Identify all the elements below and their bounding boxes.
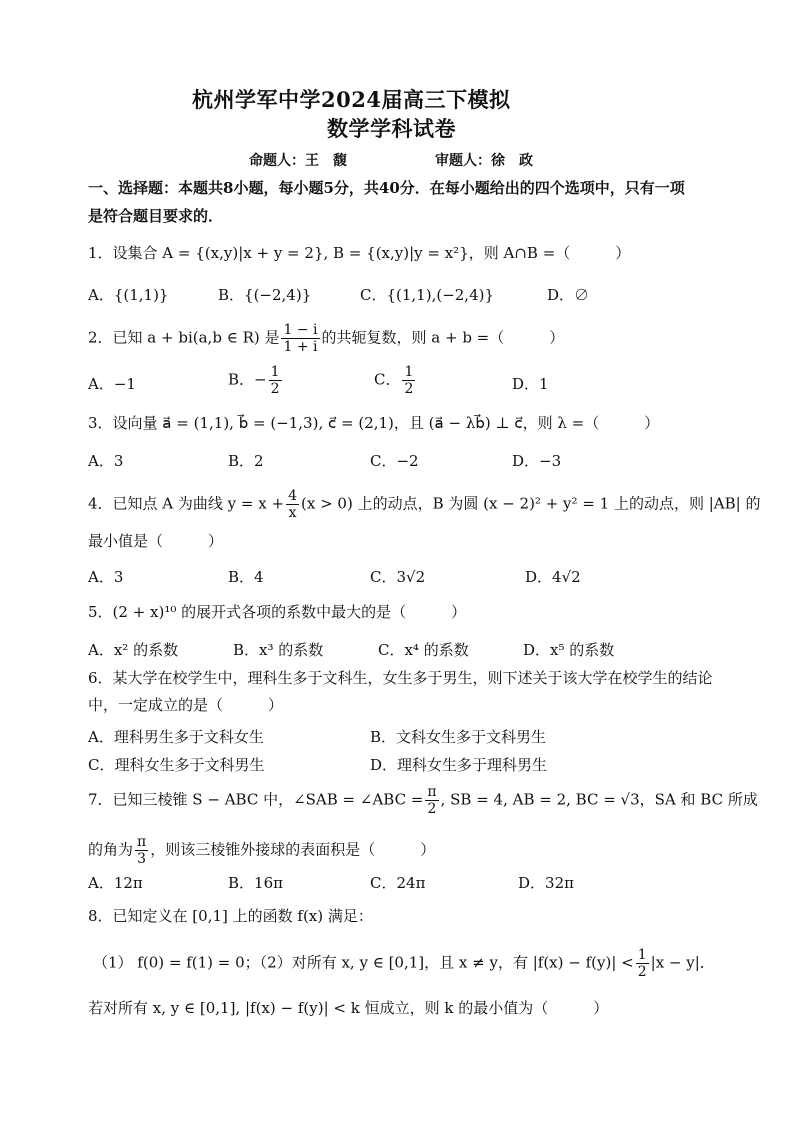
q7-stem-a: 7．已知三棱锥 S − ABC 中，∠SAB = ∠ABC = (88, 790, 424, 809)
q2-option-c-num: 1 (404, 364, 414, 380)
question-4 (88, 488, 760, 521)
q3-option-a: A．3 (88, 452, 124, 470)
q5-option-c: C．x⁴ 的系数 (378, 641, 469, 659)
question-8-conditions (93, 947, 715, 980)
q2-stem-a: 2．已知 a + bi(a,b ∈ R) 是 (88, 328, 280, 347)
q2-option-c (374, 364, 417, 397)
q1-option-c: C．{(1,1),(−2,4)} (360, 286, 495, 304)
q7-option-b: B．16π (228, 874, 283, 892)
section-heading: 一、选择题：本题共8小题，每小题5分，共40分．在每小题给出的四个选项中，只有一项 (88, 179, 685, 197)
q4-option-a: A．3 (88, 568, 124, 586)
q2-option-d: D．1 (512, 375, 549, 393)
q7-fraction-2 (135, 834, 148, 867)
q2-frac-den: 1 + i (283, 339, 318, 355)
q3-option-d: D．−3 (512, 452, 562, 470)
q7-stem-c-a: 的角为 (88, 840, 134, 859)
q1-option-b: B．{(−2,4)} (218, 286, 312, 304)
q2-frac-num: 1 − i (283, 322, 318, 338)
question-1: 1．设集合 A = {(x,y)|x + y = 2}, B = {(x,y)|y = x²}，则 A∩B =（ ） (88, 244, 631, 262)
q7-frac-num: π (427, 784, 437, 800)
question-3: 3．设向量 a⃗ = (1,1), b⃗ = (−1,3), c⃗ = (2,1)，且 (a⃗ − λb⃗) ⊥ c⃗，则 λ =（ ） (88, 414, 660, 432)
exam-title: 杭州学军中学2024届高三下模拟 (192, 87, 511, 112)
q6-option-a: A．理科男生多于文科女生 (88, 728, 264, 746)
q2-option-a: A．−1 (88, 375, 136, 393)
q2-option-b (228, 364, 284, 397)
q4-frac-num: 4 (288, 488, 297, 504)
q5-option-d: D．x⁵ 的系数 (523, 641, 615, 659)
q6-option-d: D．理科女生多于理科男生 (370, 756, 548, 774)
q5-option-a: A．x² 的系数 (88, 641, 179, 659)
q7-option-c: C．24π (370, 874, 426, 892)
question-6: 6．某大学在校学生中，理科生多于文科生，女生多于男生，则下述关于该大学在校学生的结论 (88, 669, 713, 687)
q4-option-d: D．4√2 (525, 568, 581, 586)
q2-option-b-frac (269, 364, 282, 397)
q4-frac-den: x (288, 505, 297, 521)
q8-cond-b: |x − y|． (650, 953, 715, 972)
q7-option-a: A．12π (88, 874, 143, 892)
q2-stem-b: 的共轭复数，则 a + b =（ ） (321, 328, 565, 347)
q7-frac2-den: 3 (137, 851, 147, 867)
q2-option-c-frac (402, 364, 415, 397)
q7-frac-den: 2 (427, 801, 437, 817)
q2-option-c-label: C． (374, 370, 401, 389)
exam-subtitle: 数学学科试卷 (327, 116, 456, 141)
q7-stem-b: , SB = 4, AB = 2, BC = √3，SA 和 BC 所成 (440, 790, 758, 809)
q4-option-c: C．3√2 (370, 568, 426, 586)
q8-frac-num: 1 (637, 947, 647, 963)
q7-fraction (425, 784, 438, 817)
q4-fraction (286, 488, 299, 521)
question-6-cont: 中，一定成立的是（ ） (88, 696, 284, 714)
q4-option-b: B．4 (228, 568, 264, 586)
question-7 (88, 784, 758, 817)
q2-option-c-den: 2 (404, 381, 414, 397)
q6-option-c: C．理科女生多于文科男生 (88, 756, 265, 774)
q3-option-b: B．2 (228, 452, 264, 470)
q7-stem-c-b: ，则该三棱锥外接球的表面积是（ ） (150, 840, 436, 859)
question-8-last: 若对所有 x, y ∈ [0,1], |f(x) − f(y)| < k 恒成立，则 k 的最小值为（ ） (88, 999, 609, 1017)
q8-cond-a: （1） f(0) = f(1) = 0；（2）对所有 x, y ∈ [0,1]，且 x ≠ y，有 |f(x) − f(y)| < (93, 953, 634, 972)
question-2 (88, 322, 564, 355)
author: 命题人：王 馥 (249, 153, 347, 169)
q4-stem-a: 4．已知点 A 为曲线 y = x + (88, 494, 285, 513)
q2-option-b-den: 2 (270, 381, 280, 397)
q6-option-b: B．文科女生多于文科男生 (370, 728, 547, 746)
q3-option-c: C．−2 (370, 452, 419, 470)
q7-frac2-num: π (137, 834, 147, 850)
question-5: 5．(2 + x)¹⁰ 的展开式各项的系数中最大的是（ ） (88, 603, 467, 621)
q8-fraction (636, 947, 649, 980)
q2-fraction (281, 322, 319, 355)
q4-stem-b: (x > 0) 上的动点，B 为圆 (x − 2)² + y² = 1 上的动点，则 |AB| 的 (300, 494, 761, 513)
q8-frac-den: 2 (637, 964, 647, 980)
q2-option-b-num: 1 (270, 364, 280, 380)
q1-option-a: A．{(1,1)} (88, 286, 169, 304)
section-heading-cont: 是符合题目要求的． (88, 207, 224, 225)
q7-option-d: D．32π (518, 874, 574, 892)
question-4-cont: 最小值是（ ） (88, 532, 224, 550)
question-7-cont (88, 834, 435, 867)
q2-option-b-label: B．− (228, 370, 267, 389)
reviewer: 审题人：徐 政 (435, 153, 533, 169)
q5-option-b: B．x³ 的系数 (233, 641, 324, 659)
question-8: 8．已知定义在 [0,1] 上的函数 f(x) 满足： (88, 907, 373, 925)
q1-option-d: D．∅ (547, 286, 590, 304)
